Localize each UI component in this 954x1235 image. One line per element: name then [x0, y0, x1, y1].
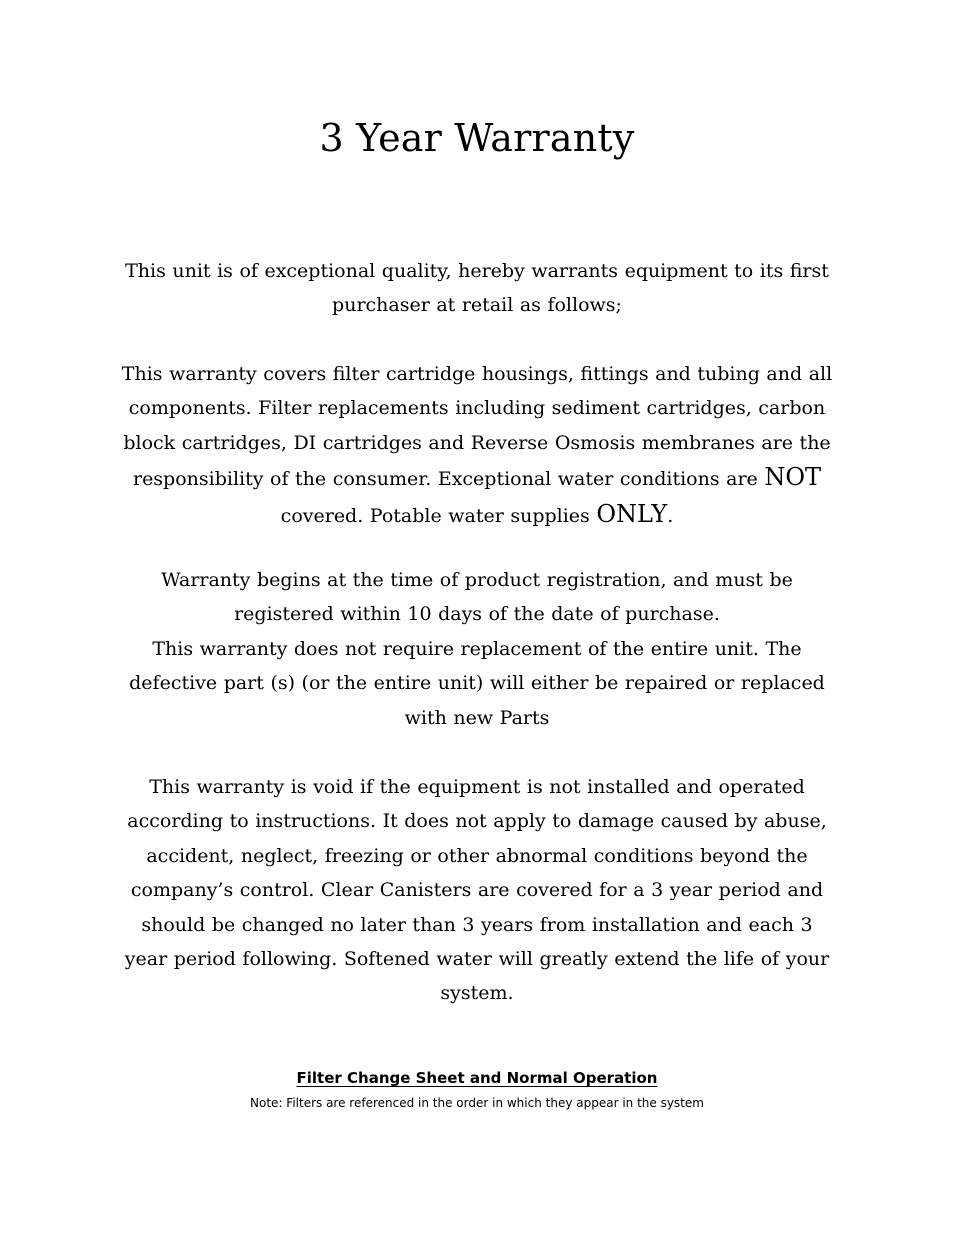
page-title: 3 Year Warranty [319, 116, 635, 160]
coverage-end-text: . [667, 504, 674, 527]
filter-heading-text: Filter Change Sheet and Normal Operation [296, 1069, 658, 1087]
coverage-not-emphasis: NOT [764, 463, 822, 492]
coverage-text: This warranty covers filter cartridge housings, fittings and tubing and all components. Filter replacements including sediment cartridges, carbon block cartridges, DI cartridges and Reverse Osmosis membranes are the responsibility of the consumer. Exceptional water conditions are [121, 363, 833, 491]
intro-paragraph: This unit is of exceptional quality, hereby warrants equipment to its first purchaser at retail as follows; [125, 260, 829, 317]
void-paragraph: This warranty is void if the equipment is not installed and operated according to instructions. It does not apply to damage caused by abuse, accident, neglect, freezing or other abnormal conditions beyond the company’s control. Clear Canisters are covered for a 3 year period and should be changed no later than 3 years from installation and each 3 year period following. Softened water will greatly extend the life of your system. [124, 776, 830, 1005]
replacement-paragraph: This warranty does not require replacement of the entire unit. The defective part (s) (or the entire unit) will either be repaired or replaced with new Parts [129, 638, 825, 729]
filter-section-heading [0, 1068, 954, 1088]
filter-order-note: Note: Filters are referenced in the order in which they appear in the system [250, 1096, 704, 1110]
coverage-paragraph [120, 357, 834, 533]
registration-paragraph: Warranty begins at the time of product registration, and must be registered within 10 days of the date of purchase. [161, 569, 793, 626]
coverage-covered-text: covered. Potable water supplies [280, 504, 590, 527]
coverage-only-emphasis: ONLY [596, 499, 668, 528]
